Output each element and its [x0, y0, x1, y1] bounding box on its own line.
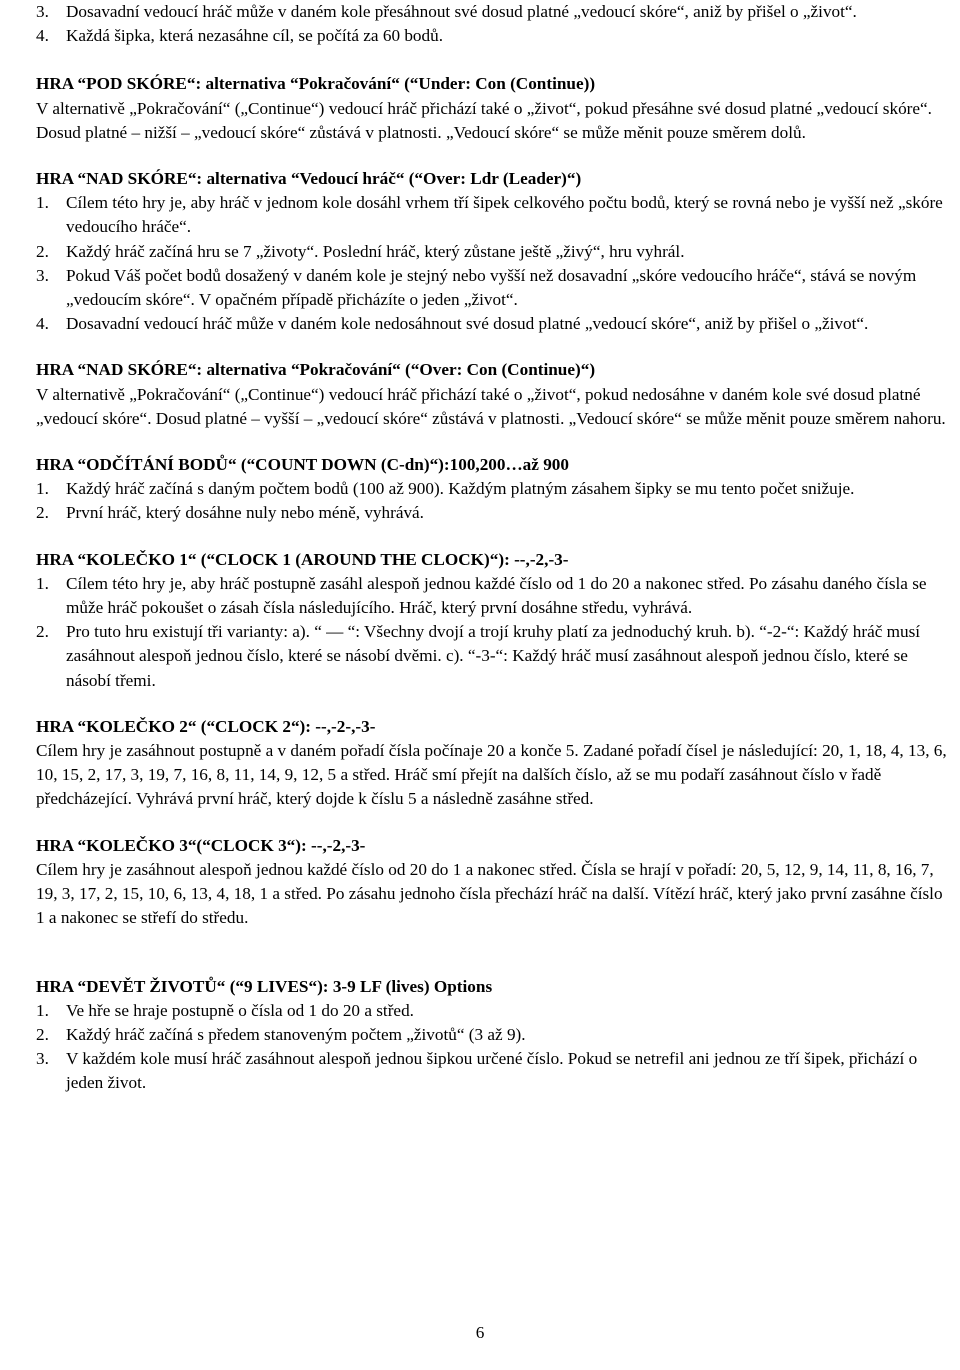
list-item-number: 1. — [36, 193, 49, 213]
list-item-text: Každá šipka, která nezasáhne cíl, se počítá za 60 bodů. — [66, 26, 444, 46]
section-clock-1 — [36, 548, 948, 693]
document-page — [36, 0, 948, 1096]
section-paragraph: V alternativě „Pokračování“ („Continue“) vedoucí hráč přichází také o „život“, pokud nedosáhne v daném kole své dosud platné „vedoucí skóre“. Dosud platné – vyšší – „vedoucí skóre“ zůstává v platnosti. „Vedoucí skóre“ se může měnit pouze směrem nahoru. — [36, 384, 946, 428]
list-item-text: Cílem této hry je, aby hráč v jednom kole dosáhl vrhem tří šipek celkového počtu bodů, který se rovná nebo je vyšší než „skóre vedoucího hráče“. — [66, 193, 943, 237]
list-item — [36, 999, 948, 1023]
list-item-text: První hráč, který dosáhne nuly nebo méně, vyhrává. — [66, 503, 424, 523]
section-heading: HRA “KOLEČKO 3“(“CLOCK 3“): --,-2,-3- — [36, 835, 366, 855]
list-item-number: 2. — [36, 1024, 49, 1044]
section-heading: HRA “POD SKÓRE“: alternativa “Pokračování“ (“Under: Con (Continue)) — [36, 74, 596, 94]
list-item — [36, 477, 948, 501]
list-item — [36, 572, 948, 620]
section-clock-3 — [36, 834, 948, 931]
section-heading: HRA “NAD SKÓRE“: alternativa “Pokračování“ (“Over: Con (Continue)“) — [36, 360, 596, 380]
section-heading: HRA “KOLEČKO 1“ (“CLOCK 1 (AROUND THE CLOCK)“): --,-2,-3- — [36, 549, 569, 569]
list-item-text: Pokud Váš počet bodů dosažený v daném kole je stejný nebo vyšší než dosavadní „skóre vedoucího hráče“, stává se novým „vedoucím skóre“. V opačném případě přicházíte o jeden „život“. — [66, 265, 917, 310]
list-item-number: 4. — [36, 26, 49, 46]
list-item-text: Každý hráč začíná s předem stanoveným počtem „životů“ (3 až 9). — [66, 1024, 526, 1044]
list-item-text: Cílem této hry je, aby hráč postupně zasáhl alespoň jednou každé číslo od 1 do 20 a nakonec střed. Po zásahu daného čísla se může hráč pokoušet o zásah čísla následujícího. Hráč, který první dosáhne středu, vyhrává. — [66, 573, 927, 618]
list-item-number: 3. — [36, 1049, 49, 1069]
section-list — [36, 572, 948, 693]
list-item — [36, 620, 948, 693]
list-item-text: Dosavadní vedoucí hráč může v daném kole nedosáhnout své dosud platné „vedoucí skóre“, aniž by přišel o „život“. — [66, 314, 869, 334]
list-item — [36, 240, 948, 264]
list-item-text: Každý hráč začíná hru se 7 „životy“. Poslední hráč, který zůstane ještě „živý“, hru vyhrál. — [66, 241, 685, 261]
list-item-number: 2. — [36, 622, 49, 642]
section-nad-skore-leader — [36, 167, 948, 336]
list-item-number: 3. — [36, 2, 49, 21]
list-item-text: Dosavadní vedoucí hráč může v daném kole přesáhnout své dosud platné „vedoucí skóre“, aniž by přišel o „život“. — [66, 2, 857, 21]
list-item-number: 1. — [36, 479, 49, 499]
list-item-text: Každý hráč začíná s daným počtem bodů (100 až 900). Každým platným zásahem šipky se mu tento počet snižuje. — [66, 479, 855, 499]
section-count-down — [36, 453, 948, 526]
section-heading: HRA “NAD SKÓRE“: alternativa “Vedoucí hráč“ (“Over: Ldr (Leader)“) — [36, 169, 582, 189]
list-item — [36, 1047, 948, 1095]
top-list — [36, 0, 948, 48]
list-item-text: Pro tuto hru existují tři varianty: a). “ — “: Všechny dvojí a trojí kruhy platí za jednoduchý kruh. b). “-2-“: Každý hráč musí zasáhnout alespoň jednou číslo, které se násobí dvěmi. c). “-3-“: Každý hráč musí zasáhnout alespoň jednou číslo, které se násobí třemi. — [66, 622, 921, 690]
list-item — [36, 312, 948, 336]
list-item-number: 4. — [36, 314, 49, 334]
list-item-number: 3. — [36, 265, 49, 285]
list-item-text: Ve hře se hraje postupně o čísla od 1 do 20 a střed. — [66, 1000, 414, 1020]
section-list — [36, 477, 948, 525]
section-list — [36, 191, 948, 336]
list-item-number: 1. — [36, 573, 49, 593]
section-nad-skore-continue — [36, 358, 948, 431]
list-item — [36, 191, 948, 239]
section-paragraph: Cílem hry je zasáhnout alespoň jednou každé číslo od 20 do 1 a nakonec střed. Čísla se hrají v pořadí: 20, 5, 12, 9, 14, 11, 8, 16, 7, 19, 3, 17, 2, 15, 10, 6, 13, 4, 18, 1 a střed. Po zásahu jednoho čísla přechází hráč na další. Vítězí hráč, který jako první zasáhne číslo 1 a nakonec se střefí do středu. — [36, 859, 943, 928]
page-number: 6 — [475, 1323, 485, 1342]
list-item-number: 1. — [36, 1000, 49, 1020]
list-item — [36, 0, 948, 24]
section-heading: HRA “DEVĚT ŽIVOTŮ“ (“9 LIVES“): 3-9 LF (lives) Options — [36, 976, 493, 996]
list-item — [36, 264, 948, 312]
section-nine-lives — [36, 975, 948, 1096]
section-clock-2 — [36, 715, 948, 812]
list-item — [36, 501, 948, 525]
section-pod-skore-continue — [36, 72, 948, 145]
list-item-number: 2. — [36, 503, 49, 523]
section-paragraph: V alternativě „Pokračování“ („Continue“) vedoucí hráč přichází také o „život“, pokud přesáhne své dosud platné „vedoucí skóre“. Dosud platné – nižší – „vedoucí skóre“ zůstává v platnosti. „Vedoucí skóre“ se může měnit pouze směrem dolů. — [36, 98, 932, 142]
section-heading: HRA “KOLEČKO 2“ (“CLOCK 2“): --,-2-,-3- — [36, 716, 376, 736]
section-heading: HRA “ODČÍTÁNÍ BODŮ“ (“COUNT DOWN (C-dn)“):100,200…až 900 — [36, 455, 569, 475]
list-item-text: V každém kole musí hráč zasáhnout alespoň jednou šipkou určené číslo. Pokud se netrefil ani jednou ze tří šipek, přichází o jeden život. — [66, 1049, 918, 1093]
list-item-number: 2. — [36, 241, 49, 261]
section-paragraph: Cílem hry je zasáhnout postupně a v daném pořadí čísla počínaje 20 a konče 5. Zadané pořadí čísel je následující: 20, 1, 18, 4, 13, 6, 10, 15, 2, 17, 3, 19, 7, 16, 8, 11, 14, 9, 12, 5 a střed. Hráč smí přejít na dalších číslo, až se mu podaří zasáhnout číslo v řadě předcházející. Vyhrává první hráč, který dojde k číslu 5 a následně zasáhne střed. — [36, 741, 947, 809]
list-item — [36, 1023, 948, 1047]
section-list — [36, 999, 948, 1096]
list-item — [36, 24, 948, 48]
